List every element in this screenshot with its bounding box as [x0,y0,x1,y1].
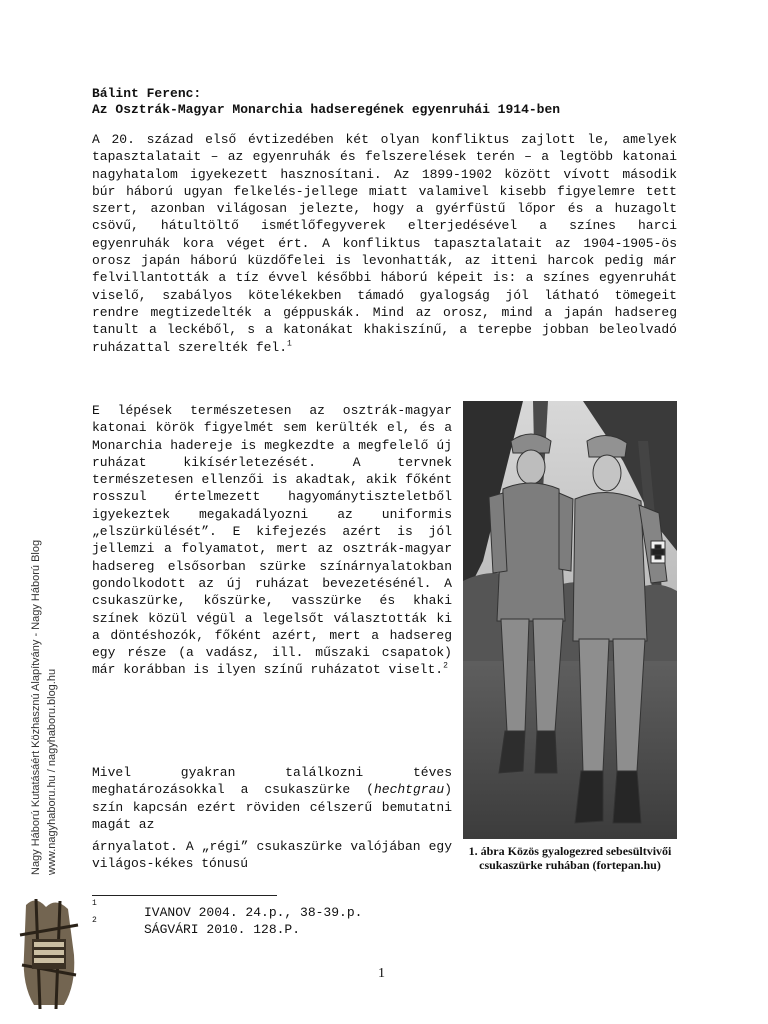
sidebar-website-text[interactable]: www.nagyhaboru.hu / nagyhaboru.blog.hu [46,668,58,875]
paragraph-uniform-decision [92,402,452,679]
paragraph-shade-text: árnyalatot. A „régi” csukaszürke valójában egy világos-kékes tónusú [92,839,452,872]
blog-logo-icon [16,895,82,1013]
page-number: 1 [378,966,385,981]
footnote-number: 2 [92,916,97,925]
figure-photo-soldiers [463,401,677,839]
footnote-ref-1[interactable]: 1 [287,339,292,349]
paragraph-hechtgrau-before: Mivel gyakran találkozni téves meghatározásokkal a csukaszürke ( [92,765,452,798]
footnote-text: SÁGVÁRI 2010. 128.P. [144,922,301,937]
paragraph-hechtgrau [92,764,452,833]
footnote-ref-2[interactable]: 2 [443,662,448,672]
author-name: Bálint Ferenc: [92,86,202,101]
footnote-divider [92,895,277,896]
paragraph-intro [92,131,677,356]
article-title: Az Osztrák-Magyar Monarchia hadseregének egyenruhái 1914-ben [92,102,561,117]
paragraph-hechtgrau-after: ) szín kapcsán ezért röviden célszerű bemutatni magát az [92,782,452,832]
paragraph-shade [92,838,452,873]
term-hechtgrau: hechtgrau [373,782,445,798]
figure-caption: 1. ábra Közös gyalogezred sebesültvivői csukaszürke ruhában (fortepan.hu) [468,844,672,872]
soldiers-photo-image [463,401,677,839]
paragraph-uniform-decision-text: E lépések természetesen az osztrák-magyar katonai körök figyelmét sem kerülték el, és a Monarchia hadereje is megkezdte a megfelelő új ruházat kikísérletezését. A tervnek természetesen ellenzői is akadtak, akik főként rosszul értelmezett hagyománytiszteletből igyekeztek megakadályozni az uniformis „elszürkülését”. E kifejezés azért is jól jellemzi a folyamatot, mert az osztrák-magyar hadsereg elsősorban szürke színárnyalatokban gondolkodott az új ruházat bevezetésénél. A csukaszürke, kőszürke, vasszürke és khaki színek közül végül a legelsőt választották ki a döntéshozók, főként azért, mert a hadsereg egy része (a vadász, ill. műszaki csapatok) már korábban is ilyen színű ruházatot viselt. [92,403,452,678]
footnote-number: 1 [92,899,97,908]
paragraph-intro-text: A 20. század első évtizedében két olyan konfliktus zajlott le, amelyek tapasztalatait – az egyenruhák és felszerelések terén – a legtöbb katonai nagyhatalom igyekezett hasznosítani. Az 1899-1902 között vívott második búr háború ugyan felkelés-jellege miatt valamivel kisebb figyelemre tett szert, azonban világosan jelezte, hogy a gyérfüstű lőpor és a huzagolt csövű, hátultöltő ismétlőfegyverek elterjedésével a színes harci egyenruhák kora véget ért. A konfliktus tapasztalatait az 1904-1905-ös orosz japán háború küzdőfelei is levonhatták, az itteni harcok pedig már felvillantották a tíz évvel későbbi háború képeit is: a színes egyenruhát viselő, szabályos kötelékekben támadó gyalogság jól látható tömegeit rendre megtizedelték a géppuskák. Mind az orosz, mind a japán hadsereg tanult a leckéből, s a katonákat khakiszínű, a terepbe jobban beleolvadó ruházattal szerelték fel. [92,132,677,355]
footnote-text: IVANOV 2004. 24.p., 38-39.p. [144,905,363,920]
sidebar-foundation-text: Nagy Háború Kutatásáért Közhasznú Alapítvány - Nagy Háború Blog [30,539,42,875]
